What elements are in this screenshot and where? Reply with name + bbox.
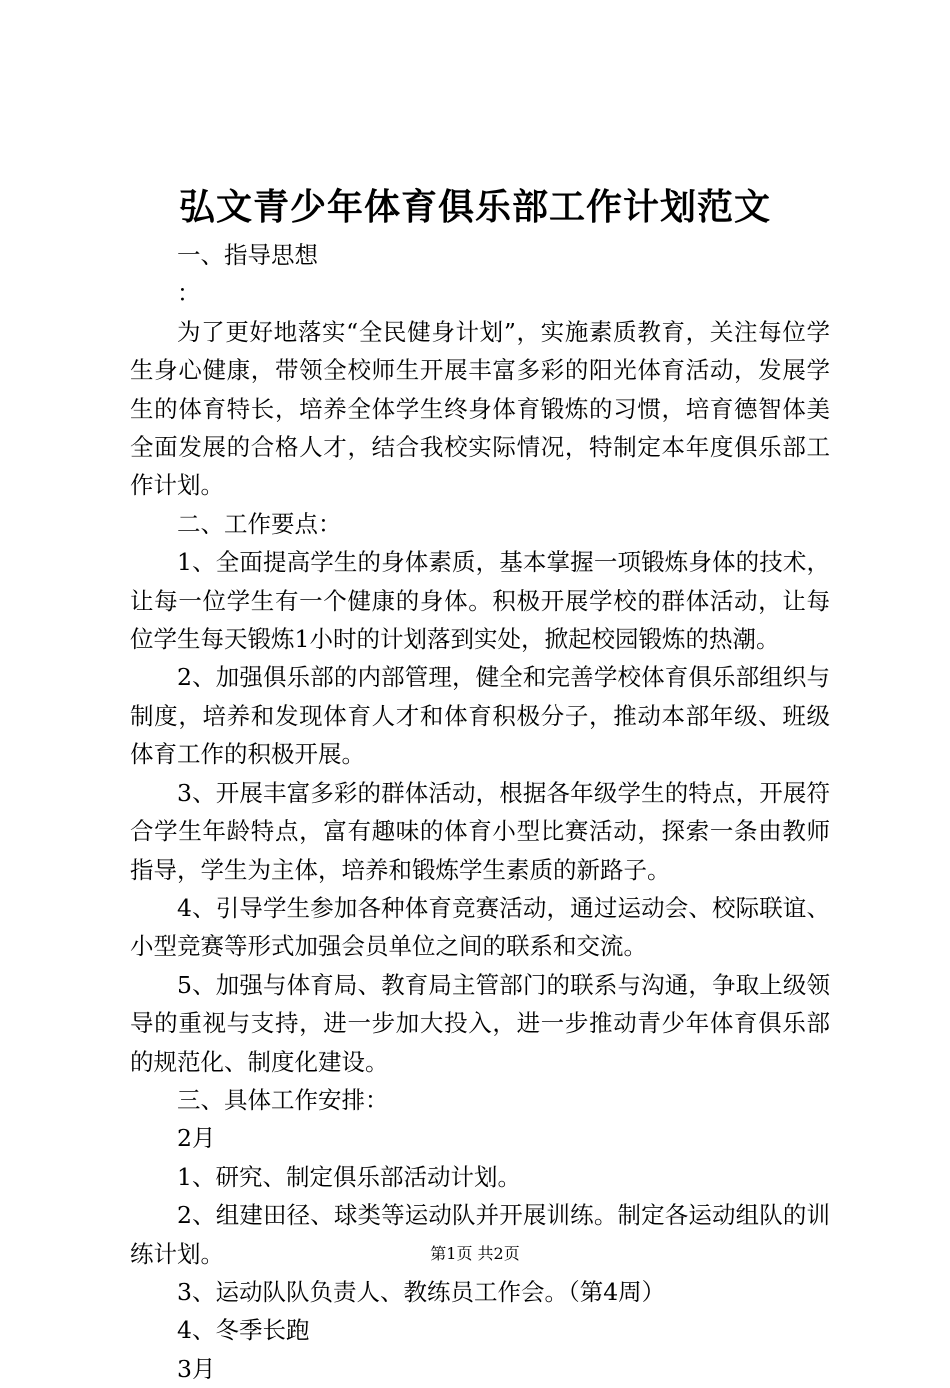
work-point-2: 2、加强俱乐部的内部管理，健全和完善学校体育俱乐部组织与制度，培养和发现体育人才和体育积极分子，推动本部年级、班级体育工作的积极开展。: [130, 663, 830, 769]
document-title: 弘文青少年体育俱乐部工作计划范文: [178, 186, 771, 228]
page-footer: 第1页 共2页: [430, 1244, 520, 1263]
feb-item-3: 3、运动队队负责人、教练员工作会。（第4周）: [177, 1277, 666, 1306]
feb-item-1: 1、研究、制定俱乐部活动计划。: [177, 1162, 521, 1191]
feb-item-4: 4、冬季长跑: [177, 1316, 310, 1345]
section-heading-arrangements: 三、具体工作安排：: [177, 1085, 389, 1114]
work-point-4: 4、引导学生参加各种体育竞赛活动，通过运动会、校际联谊、小型竞赛等形式加强会员单位之间的联系和交流。: [130, 893, 830, 961]
work-point-3: 3、开展丰富多彩的群体活动，根据各年级学生的特点，开展符合学生年龄特点，富有趣味的体育小型比赛活动，探索一条由教师指导，学生为主体，培养和锻炼学生素质的新路子。: [130, 778, 830, 884]
work-point-1: 1、全面提高学生的身体素质，基本掌握一项锻炼身体的技术，让每一位学生有一个健康的身体。积极开展学校的群体活动，让每位学生每天锻炼1小时的计划落到实处，掀起校园锻炼的热潮。: [130, 548, 830, 654]
work-point-5: 5、加强与体育局、教育局主管部门的联系与沟通，争取上级领导的重视与支持，进一步加大投入，进一步推动青少年体育俱乐部的规范化、制度化建设。: [130, 970, 830, 1076]
month-heading-march: 3月: [177, 1354, 216, 1383]
month-heading-february: 2月: [177, 1124, 216, 1153]
section-heading-guiding-ideology: 一、指导思想: [177, 241, 318, 269]
feb-item-2: 2、组建田径、球类等运动队并开展训练。制定各运动组队的训练计划。: [130, 1201, 830, 1268]
section-heading-work-points: 二、工作要点：: [177, 509, 342, 538]
colon-line: ：: [177, 279, 201, 308]
paragraph-intro: 为了更好地落实“全民健身计划”，实施素质教育，关注每位学生身心健康，带领全校师生开展丰富多彩的阳光体育活动，发展学生的体育特长，培养全体学生终身体育锻炼的习惯，培育德智体美全面发展的合格人才，结合我校实际情况，特制定本年度俱乐部工作计划。: [130, 317, 830, 500]
document-body: [130, 236, 830, 1388]
